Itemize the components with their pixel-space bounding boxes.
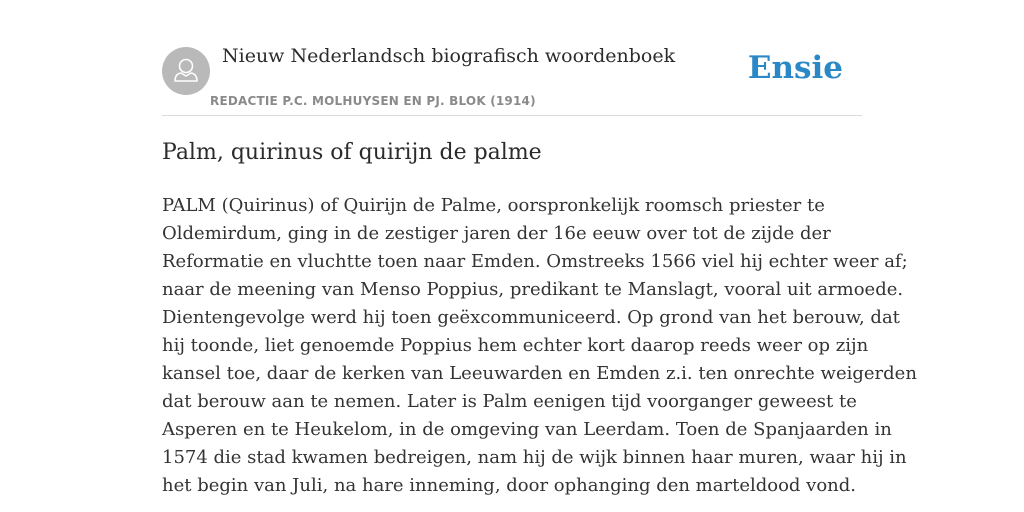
avatar[interactable]: [162, 47, 210, 95]
body-line: PALM (Quirinus) of Quirijn de Palme, oorspronkelijk roomsch priester te: [162, 195, 825, 216]
article-title: Palm, quirinus of quirijn de palme: [162, 140, 542, 165]
body-line: naar de meening van Menso Poppius, predikant te Manslagt, vooral uit armoede.: [162, 279, 904, 300]
body-line: dat berouw aan te nemen. Later is Palm eenigen tijd voorganger geweest te: [162, 391, 857, 412]
body-line: kansel toe, daar de kerken van Leeuwarden en Emden z.i. ten onrechte weigerden: [162, 363, 917, 384]
user-silhouette-icon: [162, 47, 210, 95]
article-body: [162, 192, 917, 500]
body-line: Dientengevolge werd hij toen geëxcommuniceerd. Op grond van het berouw, dat: [162, 307, 900, 328]
editors-line: REDACTIE P.C. MOLHUYSEN EN PJ. BLOK (1914): [210, 94, 536, 108]
book-title[interactable]: Nieuw Nederlandsch biografisch woordenboek: [222, 45, 676, 67]
body-line: Oldemirdum, ging in de zestiger jaren der 16e eeuw over tot de zijde der: [162, 223, 831, 244]
body-line: Reformatie en vluchtte toen naar Emden. Omstreeks 1566 viel hij echter weer af;: [162, 251, 908, 272]
ensie-logo[interactable]: Ensie: [747, 50, 843, 86]
body-line: Asperen en te Heukelom, in de omgeving van Leerdam. Toen de Spanjaarden in: [162, 419, 892, 440]
body-line: hij toonde, liet genoemde Poppius hem echter kort daarop reeds weer op zijn: [162, 335, 869, 356]
header: [162, 0, 862, 116]
body-line: het begin van Juli, na hare inneming, door ophanging den marteldood vond.: [162, 475, 857, 496]
body-line: 1574 die stad kwamen bedreigen, nam hij de wijk binnen haar muren, waar hij in: [162, 447, 907, 468]
article-card: [162, 0, 917, 512]
